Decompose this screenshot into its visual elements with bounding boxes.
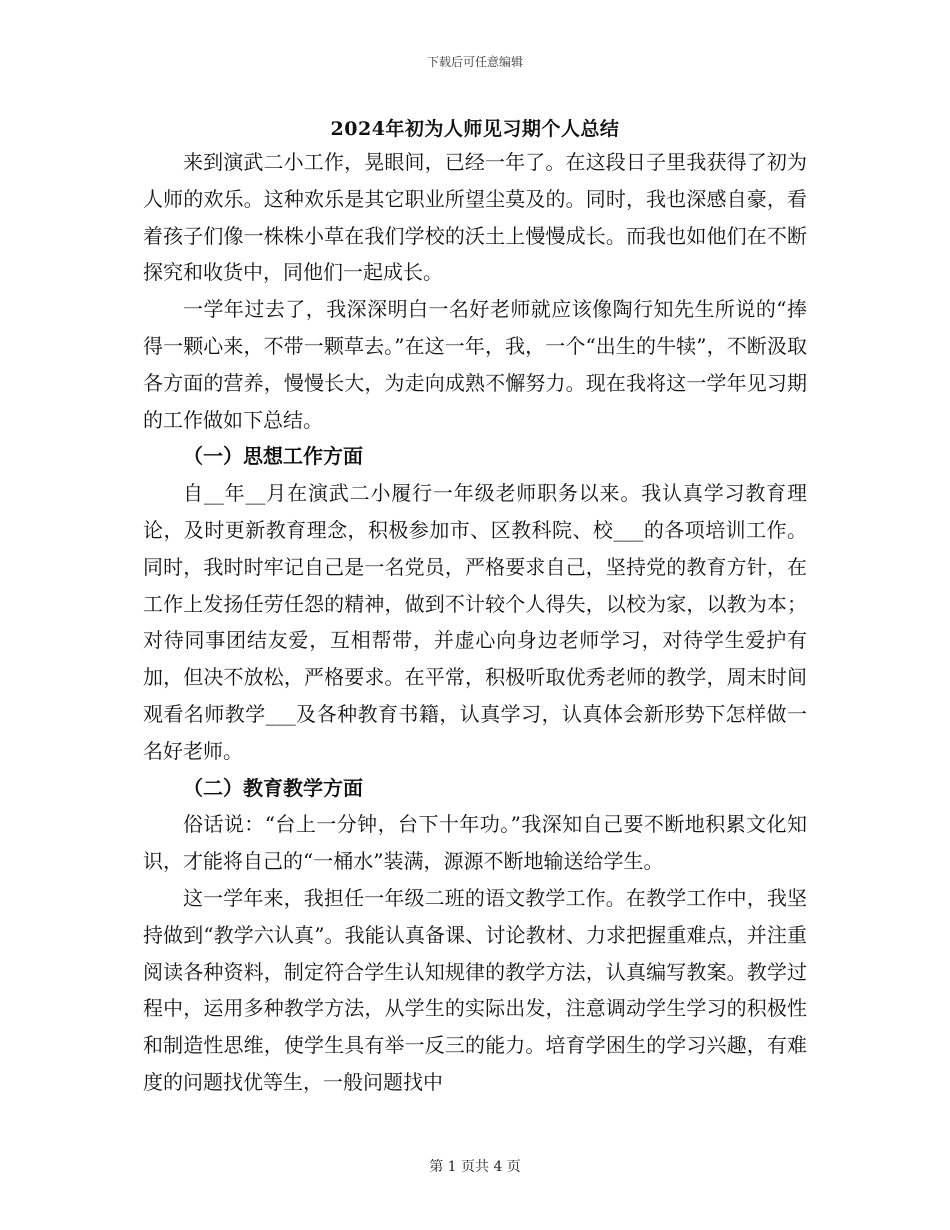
body-paragraph: 俗话说：“台上一分钟，台下十年功。”我深知自己要不断地积累文化知识，才能将自己的“一桶水”装满，源源不断地输送给学生。 <box>143 812 807 874</box>
document-title: 2024年初为人师见习期个人总结 <box>330 118 620 140</box>
page-header-note: 下载后可任意编辑 <box>426 55 523 69</box>
body-paragraph: 自__年__月在演武二小履行一年级老师职务以来。我认真学习教育理论，及时更新教育理念，积极参加市、区教科院、校___的各项培训工作。同时，我时时牢记自己是一名党员，严格要求自己，坚持党的教育方针，在工作上发扬任劳任怨的精神，做到不计较个人得失，以校为家，以教为本；对待同事团结友爱，互相帮带，并虚心向身边老师学习，对待学生爱护有加，但决不放松，严格要求。在平常，积极听取优秀老师的教学，周末时间观看名师教学___及各种教育书籍，认真学习，认真体会新形势下怎样做一名好老师。 <box>143 481 807 763</box>
section-heading: （二）教育教学方面 <box>183 775 363 800</box>
body-paragraph: 这一学年来，我担任一年级二班的语文教学工作。在教学工作中，我坚持做到“教学六认真”。我能认真备课、讨论教材、力求把握重难点，并注重阅读各种资料，制定符合学生认知规律的教学方法，认真编写教案。教学过程中，运用多种教学方法，从学生的实际出发，注意调动学生学习的积极性和制造性思维，使学生具有举一反三的能力。培育学困生的学习兴趣，有难度的问题找优等生，一般问题找中 <box>143 885 807 1094</box>
body-paragraph: 一学年过去了，我深深明白一名好老师就应该像陶行知先生所说的“捧得一颗心来，不带一颗草去。”在这一年，我，一个“出生的牛犊”，不断汲取各方面的营养，慢慢长大，为走向成熟不懈努力。现在我将这一学年见习期的工作做如下总结。 <box>143 297 807 432</box>
body-paragraph: 来到演武二小工作，晃眼间，已经一年了。在这段日子里我获得了初为人师的欢乐。这种欢乐是其它职业所望尘莫及的。同时，我也深感自豪，看着孩子们像一株株小草在我们学校的沃土上慢慢成长。而我也如他们在不断探究和收货中，同他们一起成长。 <box>143 150 807 285</box>
page-number: 第 1 页共 4 页 <box>429 1159 521 1175</box>
section-heading: （一）思想工作方面 <box>183 444 363 469</box>
document-body <box>143 144 807 1101</box>
